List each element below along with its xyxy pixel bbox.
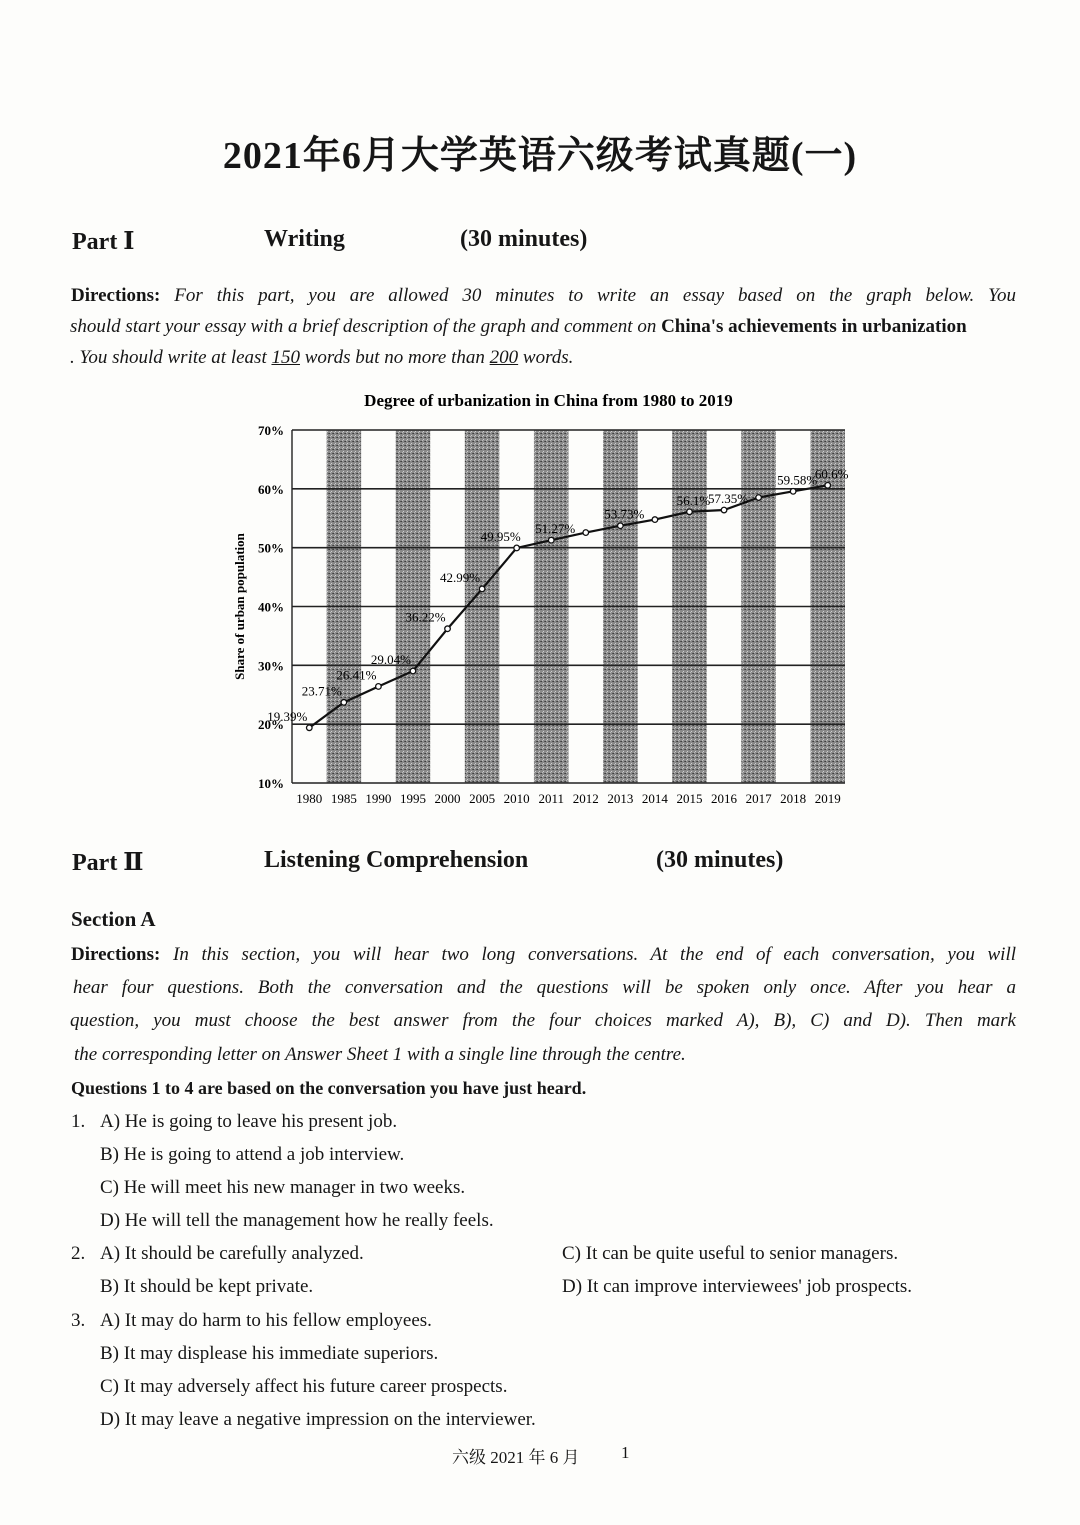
section-a-heading: Section A (71, 907, 156, 931)
x-tick-label: 1985 (330, 791, 357, 806)
data-point (825, 483, 831, 489)
data-point (721, 507, 727, 513)
data-point (687, 509, 693, 515)
x-tick-label: 2010 (503, 791, 530, 806)
data-point (618, 523, 624, 529)
x-tick-label: 1995 (399, 791, 426, 806)
question-3-option-b: B) It may displease his immediate superiors. (100, 1343, 439, 1364)
part2-directions-line2: hear four questions. Both the conversation and the questions will be spoken only once. After you hear a (73, 977, 1016, 998)
y-tick-label: 30% (258, 658, 284, 674)
question-1-option-d: D) He will tell the management how he really feels. (100, 1210, 494, 1231)
y-axis-label: Share of urban population (232, 533, 247, 680)
data-label: 53.73% (604, 506, 645, 522)
part1-directions-line3: . You should write at least 150 words but no more than 200 words. (70, 347, 574, 368)
y-tick-label: 20% (258, 717, 284, 733)
x-tick-label: 2014 (641, 791, 668, 806)
question-number: 3. (71, 1310, 86, 1331)
x-tick-label: 2013 (607, 791, 634, 806)
x-tick-label: 2017 (745, 791, 772, 806)
data-label: 59.58% (777, 472, 818, 488)
data-label: 23.71% (301, 683, 342, 699)
question-1-option-a: A) He is going to leave his present job. (100, 1111, 398, 1132)
x-tick-label: 2018 (780, 791, 807, 806)
question-3-option-d: D) It may leave a negative impression on the interviewer. (100, 1409, 536, 1430)
data-label: 42.99% (440, 569, 481, 585)
x-tick-label: 2019 (814, 791, 841, 806)
data-point (583, 530, 589, 536)
data-point (652, 517, 658, 523)
x-tick-label: 2011 (538, 791, 564, 806)
data-label: 19.39% (267, 708, 308, 724)
data-point (479, 586, 485, 592)
y-tick-label: 10% (258, 776, 284, 791)
question-2-option-b: B) It should be kept private. (100, 1276, 314, 1297)
y-tick-label: 60% (258, 481, 284, 497)
data-label: 51.27% (535, 521, 576, 537)
question-3-option-c: C) It may adversely affect his future career prospects. (100, 1376, 508, 1397)
footer-text: 六级 2021 年 6 月 (452, 1448, 580, 1467)
question-2-option-a: A) It should be carefully analyzed. (100, 1243, 364, 1264)
x-tick-label: 1990 (365, 791, 392, 806)
part2-label: Part Ⅱ (72, 850, 144, 876)
question-number: 2. (71, 1243, 86, 1264)
data-point (341, 700, 347, 706)
emphasis: China's achievements in urbanization (661, 316, 967, 337)
part2-directions-line1: Directions: In this section, you will hear two long conversations. At the end of each conversation, you will (71, 944, 1016, 965)
urbanization-chart (225, 385, 865, 810)
question-3-option-a: A) It may do harm to his fellow employees. (100, 1310, 432, 1331)
data-label: 57.35% (707, 491, 749, 507)
question-1-option-c: C) He will meet his new manager in two weeks. (100, 1177, 466, 1198)
part1-name: Writing (264, 226, 345, 252)
data-point (514, 545, 520, 551)
page-title: 2021年6月大学英语六级考试真题(一) (222, 135, 858, 177)
part1-label: Part Ⅰ (72, 229, 135, 255)
chart-title: Degree of urbanization in China from 1980 to 2019 (364, 391, 733, 410)
y-tick-label: 70% (258, 423, 284, 438)
data-point (548, 537, 554, 543)
x-tick-label: 2015 (676, 791, 703, 806)
x-tick-label: 1980 (296, 791, 323, 806)
data-label: 26.41% (336, 667, 377, 683)
x-tick-label: 2005 (469, 791, 496, 806)
data-point (306, 725, 312, 731)
part1-time: (30 minutes) (460, 226, 588, 252)
data-label: 36.22% (405, 609, 446, 625)
part2-directions-line4: the corresponding letter on Answer Sheet 1 with a single line through the centre. (74, 1044, 686, 1065)
question-1-option-b: B) He is going to attend a job interview. (100, 1144, 405, 1165)
data-label: 56.1% (676, 492, 711, 508)
data-point (410, 668, 416, 674)
y-tick-label: 40% (258, 599, 284, 615)
y-tick-label: 50% (258, 540, 284, 556)
data-label: 49.95% (480, 528, 521, 544)
part1-directions-line2: should start your essay with a brief description of the graph and comment on China's achievements in urbanization (70, 316, 967, 337)
question-number: 1. (71, 1111, 86, 1132)
page-number: 1 (621, 1443, 630, 1462)
data-label: 60.6% (814, 466, 849, 482)
question-2-option-c: C) It can be quite useful to senior managers. (562, 1243, 899, 1264)
part1-directions-line1: Directions: For this part, you are allowed 30 minutes to write an essay based on the graph below. You (71, 285, 1017, 306)
x-tick-label: 2012 (572, 791, 599, 806)
data-point (376, 684, 382, 690)
data-point (756, 495, 762, 501)
part2-directions-line3: question, you must choose the best answer from the four choices marked A), B), C) and D). Then mark (70, 1010, 1016, 1031)
part2-time: (30 minutes) (656, 847, 784, 873)
data-point (790, 489, 796, 495)
x-tick-label: 2000 (434, 791, 461, 806)
data-point (445, 626, 451, 632)
questions-instruction: Questions 1 to 4 are based on the conversation you have just heard. (71, 1078, 587, 1098)
part2-name: Listening Comprehension (264, 847, 529, 873)
question-2-option-d: D) It can improve interviewees' job prospects. (562, 1276, 913, 1297)
data-label: 29.04% (370, 651, 411, 667)
x-tick-label: 2016 (711, 791, 738, 806)
